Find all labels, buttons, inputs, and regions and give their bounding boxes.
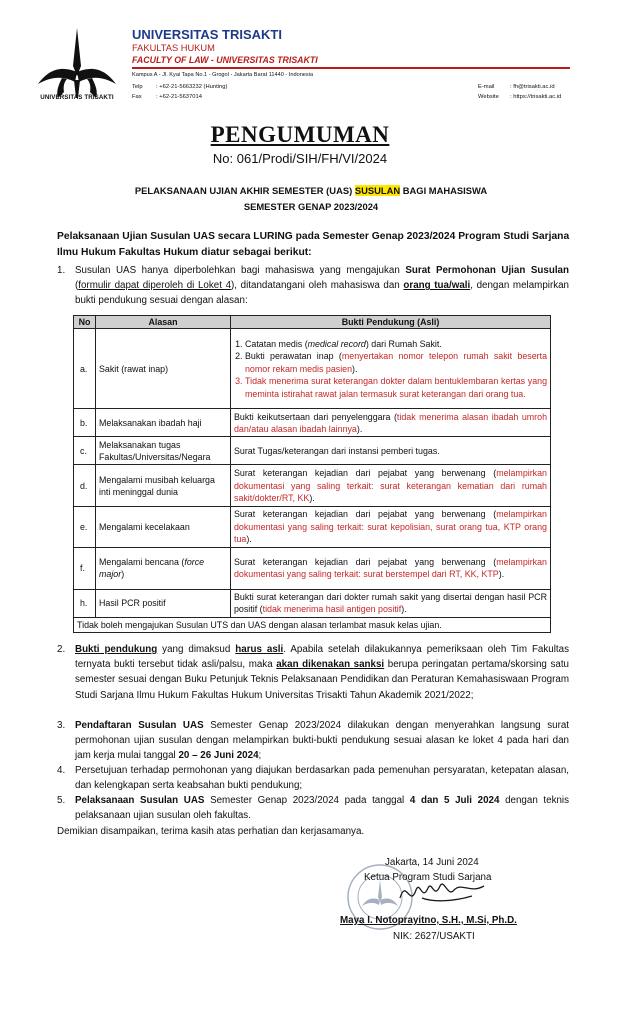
signatory-name: Maya I. Notoprayitno, S.H., M.Si, Ph.D. [340, 915, 517, 926]
phone-label: Telp [132, 84, 143, 90]
handwritten-signature [392, 868, 502, 918]
closing-statement: Demikian disampaikan, terima kasih atas perhatian dan kerjasamanya. [57, 826, 365, 837]
subtitle-line-1: PELAKSANAAN UJIAN AKHIR SEMESTER (UAS) SUSULAN BAGI MAHASISWA [134, 185, 488, 196]
table-row: e. Mengalami kecelakaan Surat keterangan kejadian dari pejabat yang berwenang (melampirkan dokumentasi yang saling terkait: surat kepolisian, surat orang tua, KTP orang tua). [74, 507, 551, 547]
faculty-name-en: FACULTY OF LAW - UNIVERSITAS TRISAKTI [132, 55, 318, 65]
document-title: PENGUMUMAN [210, 122, 390, 147]
point-1: 1. Susulan UAS hanya diperbolehkan bagi mahasiswa yang mengajukan Surat Permohonan Ujian Susulan (formulir dapat diperoleh di Loket 4), ditandatangani oleh mahasiswa dan orang tua/wali, dengan melampirkan bukti pendukung sesuai dengan alasan: [57, 265, 570, 307]
document-number: No: 061/Prodi/SIH/FH/VI/2024 [212, 151, 388, 166]
website-label: Website [478, 94, 499, 100]
header-divider [132, 67, 570, 69]
table-row: c. Melaksanakan tugas Fakultas/Universitas/Negara Surat Tugas/keterangan dari instansi pemberi tugas. [74, 437, 551, 465]
website-value: : https://trisakti.ac.id [510, 94, 562, 100]
address: Kampus A - Jl. Kyai Tapa No.1 - Grogol - Jakarta Barat 11440 - Indonesia [132, 72, 314, 78]
table-header-row [74, 316, 551, 329]
email-label: E-mail [478, 84, 495, 90]
subtitle-line-2: SEMESTER GENAP 2023/2024 [243, 201, 379, 212]
point-3: 3. Pendaftaran Susulan UAS Semester Genap 2023/2024 dilakukan dengan menyerahkan langsung surat permohonan ujian susulan dengan melampirkan bukti-bukti pendukung sesuai alasan ke loket 4 pada hari dan jam kerja mulai tanggal 20 – 26 Juni 2024; [57, 720, 569, 762]
highlight-susulan: SUSULAN [354, 185, 401, 196]
point-4: 4. Persetujuan terhadap permohonan yang diajukan berdasarkan pada pemenuhan persyaratan, ketepatan alasan, dan kelengkapan serta keabsahan bukti pendukung; [57, 765, 569, 792]
email-value: : fh@trisakti.ac.id [510, 84, 555, 90]
signature-position: Ketua Program Studi Sarjana [364, 872, 492, 883]
table-row: d. Mengalami musibah keluarga inti meninggal dunia Surat keterangan kejadian dari pejabat yang berwenang (melampirkan dokumentasi yang saling terkait: surat keterangan kematian dari rumah sakit/dokter/RT, KK). [74, 465, 551, 507]
signature-date: Jakarta, 14 Juni 2024 [385, 857, 479, 868]
phone-value: : +62-21-5663232 (Hunting) [156, 84, 228, 90]
requirements-table [73, 315, 551, 633]
faculty-name: FAKULTAS HUKUM [132, 43, 215, 53]
point-5: 5. Pelaksanaan Susulan UAS Semester Genap 2023/2024 pada tanggal 4 dan 5 Juli 2024 dengan teknis pelaksanaan ujian susulan oleh fakultas. [57, 795, 570, 822]
table-row: a. Sakit (rawat inap) 1. Catatan medis (medical record) dari Rumah Sakit. 2. Bukti perawatan inap (menyertakan nomor telepon rumah sakit beserta nomor rekam medis pasien). 3. Tidak menerima surat keterangan dokter dalam bentuklembaran kertas yang meminta istirahat rawat jalan termasuk surat keterangan dari orang tua. [74, 329, 551, 409]
col-header-alasan: Alasan [96, 316, 231, 329]
university-name: UNIVERSITAS TRISAKTI [132, 27, 282, 42]
logo-caption: UNIVERSITAS TRISAKTI [40, 94, 114, 101]
point-2: 2. Bukti pendukung yang dimaksud harus asli. Apabila setelah dilakukannya pemeriksaan oleh Tim Fakultas ternyata bukti tersebut tidak asli/palsu, maka akan dikenakan sanksi berupa peringatan pertama/skorsing satu semester sesuai dengan Buku Petunjuk Teknis Pelaksanaan Pendidikan dan Peraturan Kemahasiswaan Program Studi Sarjana Ilmu Hukum Fakultas Hukum Universitas Trisakti Tahun Akademik 2021/2022; [57, 644, 569, 701]
table-row: h. Hasil PCR positif Bukti surat keterangan dari dokter rumah sakit yang disertai dengan hasil PCR positif (tidak menerima hasil antigen positif). [74, 589, 551, 617]
table-row: f. Mengalami bencana (force major) Surat keterangan kejadian dari pejabat yang berwenang (melampirkan dokumentasi yang saling terkait: surat berstempel dari RT, KK, KTP). [74, 547, 551, 589]
signatory-nik: NIK: 2627/USAKTI [393, 931, 475, 942]
table-row: b. Melaksanakan ibadah haji Bukti keikutsertaan dari penyelenggara (tidak menerima alasan ibadah umroh dan/atau alasan ibadah lainnya). [74, 409, 551, 437]
fax-label: Fax [132, 94, 142, 100]
col-header-no: No [74, 316, 96, 329]
fax-value: : +62-21-5637014 [156, 94, 202, 100]
col-header-bukti: Bukti Pendukung (Asli) [231, 316, 551, 329]
intro-paragraph: Pelaksanaan Ujian Susulan UAS secara LURING pada Semester Genap 2023/2024 Program Studi Sarjana Ilmu Hukum Fakultas Hukum diatur sebagai berikut: [57, 231, 570, 258]
table-footer-row: Tidak boleh mengajukan Susulan UTS dan UAS dengan alasan terlambat masuk kelas ujian. [74, 617, 551, 632]
